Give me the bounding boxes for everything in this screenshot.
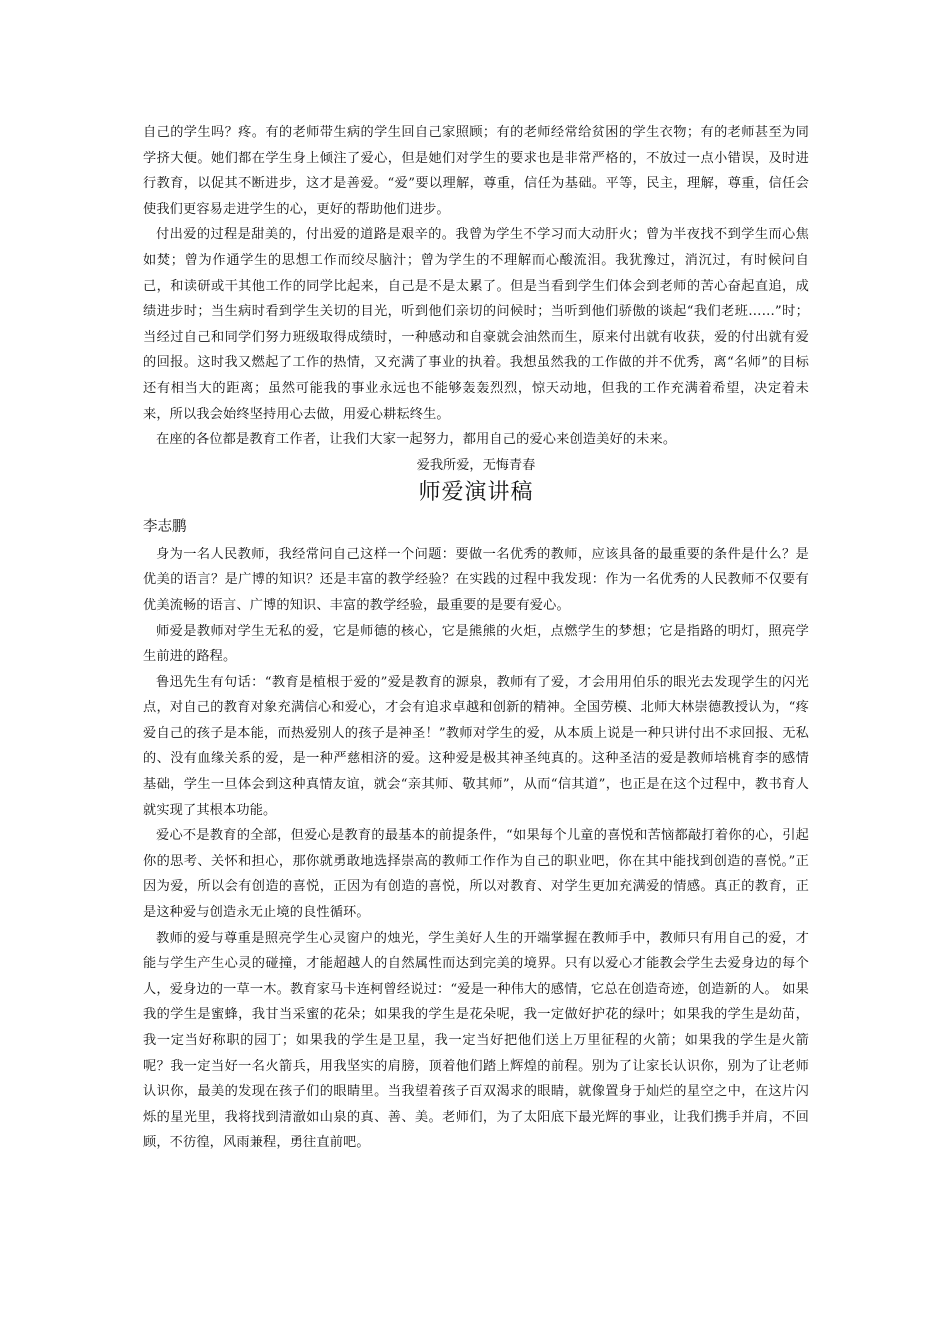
author-name: 李志鹏 bbox=[143, 518, 187, 535]
paragraph-3: 在座的各位都是教育工作者，让我们大家一起努力，都用自己的爱心来创造美好的未来。 bbox=[156, 432, 677, 448]
paragraph-1: 自己的学生吗？疼。有的老师带生病的学生回自己家照顾；有的老师经常给贫困的学生衣物；有的老师甚至为同学挤大便。她们都在学生身上倾注了爱心，但是她们对学生的要求也是非常严格的，不放过一点小错误，及时进行教育，以促其不断进步，这才是善爱。“爱”要以理解，尊重，信任为基础。平等，民主，理解，尊重，信任会使我们更容易走进学生的心，更好的帮助他们进步。 bbox=[143, 125, 809, 217]
paragraph-6: 鲁迅先生有句话：“教育是植根于爱的”爱是教育的源泉，教师有了爱，才会用用伯乐的眼光去发现学生的闪光点，对自己的教育对象充满信心和爱心，才会有追求卓越和创新的精神。全国劳模、北师大林崇德教授认为，“疼爱自己的孩子是本能，而热爱别人的孩子是神圣！”教师对学生的爱，从本质上说是一种只讲付出不求回报、无私的、没有血缘关系的爱，是一种严慈相济的爱。这种爱是极其神圣纯真的。这种圣洁的爱是教师培桃育李的感情基础，学生一旦体会到这种真情友谊，就会“亲其师、敬其师”，从而“信其道”，也正是在这个过程中，教书育人就实现了其根本功能。 bbox=[143, 674, 809, 818]
paragraph-4: 身为一名人民教师，我经常问自己这样一个问题：要做一名优秀的教师，应该具备的最重要的条件是什么？是优美的语言？是广博的知识？还是丰富的教学经验？在实践的过程中我发现：作为一名优秀的人民教师不仅要有优美流畅的语言、广博的知识、丰富的教学经验，最重要的是要有爱心。 bbox=[143, 546, 809, 613]
paragraph-5: 师爱是教师对学生无私的爱，它是师德的核心，它是熊熊的火炬，点燃学生的梦想；它是指路的明灯，照亮学生前进的路程。 bbox=[143, 623, 809, 665]
paragraph-8: 教师的爱与尊重是照亮学生心灵窗户的烛光，学生美好人生的开端掌握在教师手中，教师只有用自己的爱，才能与学生产生心灵的碰撞，才能超越人的自然属性而达到完美的境界。只有以爱心才能教会学生去爱身边的每个人，爱身边的一草一木。教育家马卡连柯曾经说过：“爱是一种伟大的感情，它总在创造奇迹，创造新的人。 如果我的学生是蜜蜂，我甘当采蜜的花朵；如果我的学生是花朵呢，我一定做好护花的绿叶；如果我的学生是幼苗，我一定当好称职的园丁；如果我的学生是卫星，我一定当好把他们送上万里征程的火箭；如果我的学生是火箭呢？我一定当好一名火箭兵，用我坚实的肩膀，顶着他们踏上辉煌的前程。别为了让家长认识你，别为了让老师认识你，最美的发现在孩子们的眼睛里。当我望着孩子百双渴求的眼睛，就像置身于灿烂的星空之中，在这片闪烁的星光里，我将找到清澈如山泉的真、善、美。老师们，为了太阳底下最光辉的事业，让我们携手并肩，不回顾，不彷徨，风雨兼程，勇往直前吧。 bbox=[143, 930, 809, 1151]
document-page bbox=[143, 120, 809, 1156]
paragraph-2: 付出爱的过程是甜美的，付出爱的道路是艰辛的。我曾为学生不学习而大动肝火；曾为半夜找不到学生而心焦如焚；曾为作通学生的思想工作而绞尽脑汁；曾为学生的不理解而心酸流泪。我犹豫过，消沉过，有时候问自己，和读研或干其他工作的同学比起来，自己是不是太累了。但是当看到学生们体会到老师的苦心奋起直追，成绩进步时；当生病时看到学生关切的目光，听到他们亲切的问候时；当听到他们骄傲的谈起“我们老班……”时；当经过自己和同学们努力班级取得成绩时，一种感动和自豪就会油然而生，原来付出就有收获，爱的付出就有爱的回报。这时我又燃起了工作的热情，又充满了事业的执着。我想虽然我的工作做的并不优秀，离“名师”的目标还有相当大的距离；虽然可能我的事业永远也不能够轰轰烈烈，惊天动地，但我的工作充满着希望，决定着未来，所以我会始终坚持用心去做，用爱心耕耘终生。 bbox=[143, 227, 809, 422]
speech-subtitle: 爱我所爱，无悔青春 bbox=[416, 457, 536, 473]
speech-title: 师爱演讲稿 bbox=[418, 479, 534, 505]
paragraph-7: 爱心不是教育的全部，但爱心是教育的最基本的前提条件，“如果每个儿童的喜悦和苦恼都敲打着你的心，引起你的思考、关怀和担心，那你就勇敢地选择崇高的教师工作作为自己的职业吧，你在其中能找到创造的喜悦。”正因为爱，所以会有创造的喜悦，正因为有创造的喜悦，所以对教育、对学生更加充满爱的情感。真正的教育，正是这种爱与创造永无止境的良性循环。 bbox=[143, 828, 809, 921]
